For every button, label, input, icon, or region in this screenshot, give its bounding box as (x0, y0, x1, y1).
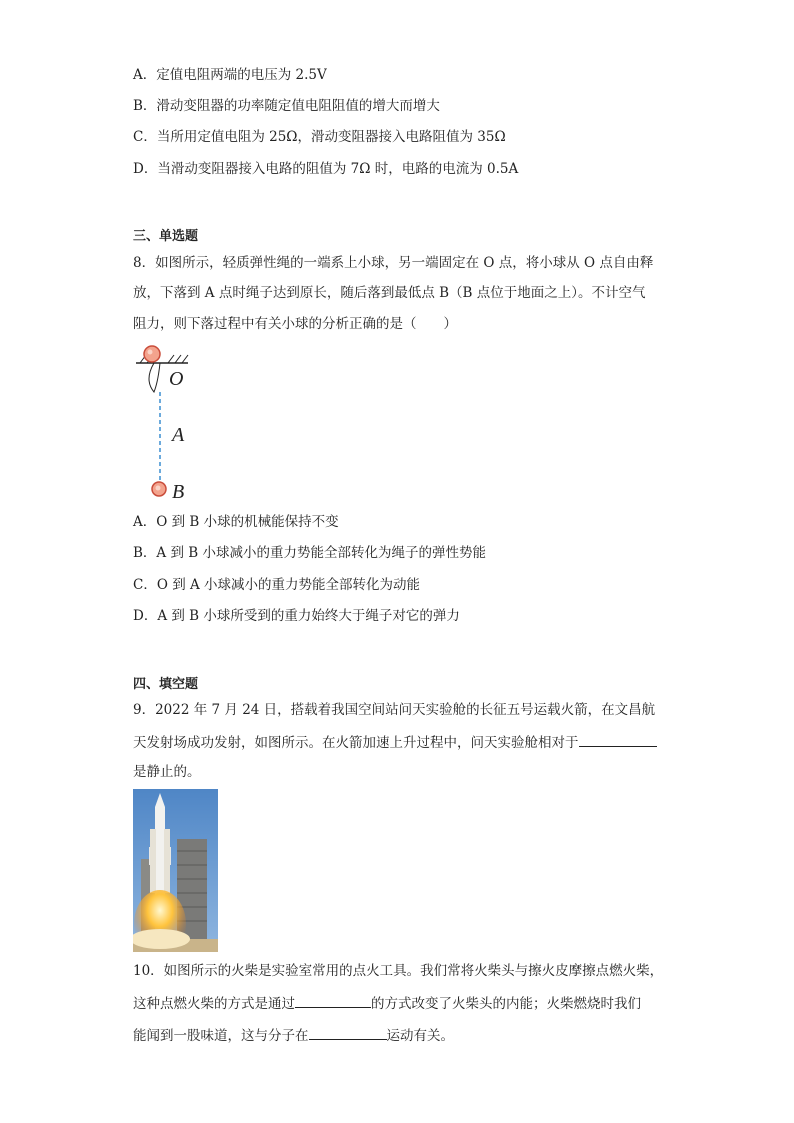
q8-option-b: B．A 到 B 小球减小的重力势能全部转化为绳子的弹性势能 (133, 545, 486, 561)
q8-pendulum-figure (130, 340, 210, 510)
q10-line3-text-a: 能闻到一股味道，这与分子在 (133, 1028, 309, 1044)
q10-line2-text-a: 这种点燃火柴的方式是通过 (133, 996, 295, 1012)
q9-answer-blank[interactable] (579, 732, 657, 747)
figure-label-o: O (169, 368, 184, 390)
q8-option-d: D．A 到 B 小球所受到的重力始终大于绳子对它的弹力 (133, 608, 460, 624)
q10-stem-line1: 10．如图所示的火柴是实验室常用的点火工具。我们常将火柴头与擦火皮摩擦点燃火柴， (133, 963, 664, 979)
q10-answer-blank-2[interactable] (309, 1025, 387, 1040)
q7-option-a: A．定值电阻两端的电压为 2.5V (133, 67, 327, 83)
q8-stem-line1: 8．如图所示，轻质弹性绳的一端系上小球，另一端固定在 O 点，将小球从 O 点自由释 (133, 255, 654, 271)
figure-label-a: A (172, 424, 185, 446)
q8-option-c: C．O 到 A 小球减小的重力势能全部转化为动能 (133, 577, 421, 593)
q8-option-a: A．O 到 B 小球的机械能保持不变 (133, 514, 339, 530)
q8-stem-line3: 阻力，则下落过程中有关小球的分析正确的是（ ） (133, 316, 457, 332)
q7-option-c: C．当所用定值电阻为 25Ω，滑动变阻器接入电路阻值为 35Ω (133, 129, 506, 145)
q9-stem-line3: 是静止的。 (133, 764, 201, 780)
q10-stem-line3 (133, 1025, 454, 1045)
q10-line3-text-b: 运动有关。 (386, 1028, 454, 1044)
q7-option-b: B．滑动变阻器的功率随定值电阻阻值的增大而增大 (133, 98, 440, 114)
q7-option-d: D．当滑动变阻器接入电路的阻值为 7Ω 时，电路的电流为 0.5A (133, 161, 519, 177)
q9-stem-line2 (133, 732, 657, 752)
q10-line2-text-b: 的方式改变了火柴头的内能；火柴燃烧时我们 (371, 996, 641, 1012)
q8-stem-line2: 放，下落到 A 点时绳子达到原长，随后落到最低点 B（B 点位于地面之上）。不计空气 (133, 285, 646, 301)
figure-label-b: B (172, 481, 185, 503)
q9-stem-line1: 9．2022 年 7 月 24 日，搭载着我国空间站问天实验舱的长征五号运载火箭，在文昌航 (133, 702, 656, 718)
section-title-single-choice: 三、单选题 (133, 229, 199, 244)
q10-answer-blank-1[interactable] (295, 993, 371, 1008)
q10-stem-line2 (133, 993, 641, 1013)
section-title-fill-blank: 四、填空题 (133, 677, 199, 692)
q9-stem-line2-text: 天发射场成功发射，如图所示。在火箭加速上升过程中，问天实验舱相对于 (133, 735, 579, 751)
rocket-launch-image (133, 789, 218, 952)
